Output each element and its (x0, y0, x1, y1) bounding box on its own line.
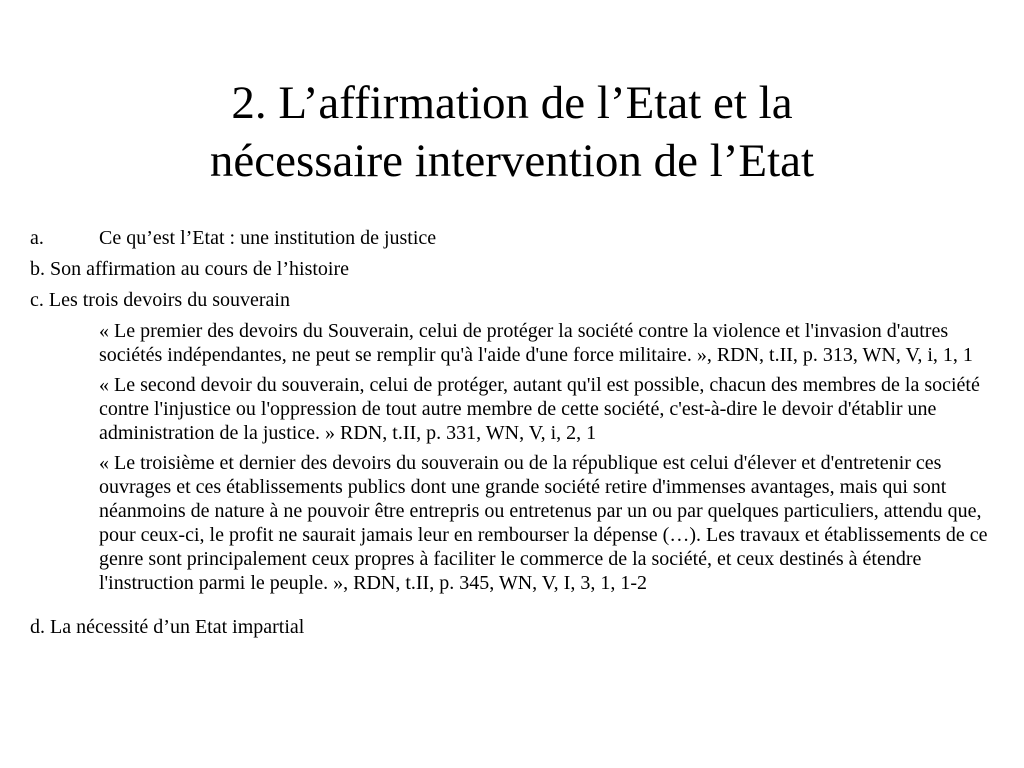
list-item-d: d. La nécessité d’un Etat impartial (30, 616, 305, 638)
list-item-a-text: Ce qu’est l’Etat : une institution de justice (99, 227, 437, 249)
slide-body (30, 226, 1005, 646)
list-item-c: c. Les trois devoirs du souverain (30, 289, 290, 311)
quote-first-duty: « Le premier des devoirs du Souverain, celui de protéger la société contre la violence et l'invasion d'autres sociétés indépendantes, ne peut se remplir qu'à l'aide d'une force militaire. », RDN, t.II, p. 313, WN, V, i, 1, 1 (99, 320, 973, 366)
list-item-a (30, 226, 1005, 250)
quote-second-duty: « Le second devoir du souverain, celui de protéger, autant qu'il est possible, chacun des membres de la société contre l'injustice ou l'oppression de tout autre membre de cette société, c'est-à-dire le devoir d'établir une administration de la justice. » RDN, t.II, p. 331, WN, V, i, 2, 1 (99, 374, 980, 444)
slide-title-line-1: 2. L’affirmation de l’Etat et la (231, 77, 793, 129)
list-item-b: b. Son affirmation au cours de l’histoire (30, 258, 350, 280)
quote-third-duty: « Le troisième et dernier des devoirs du souverain ou de la république est celui d'élever et d'entretenir ces ouvrages et ces établissements publics dont une grande société retire d'immenses avantages, mais qui sont néanmoins de nature à ne pouvoir être entrepris ou entretenus par un ou par quelques particuliers, attendu que, pour ceux-ci, le profit ne saurait jamais leur en rembourser la dépense (…). Les travaux et établissements de ce genre sont principalement ceux propres à faciliter le commerce de la société, et ceux destinés à étendre l'instruction parmi le peuple. », RDN, t.II, p. 345, WN, V, I, 3, 1, 1-2 (99, 452, 988, 594)
list-marker-a: a. (30, 227, 44, 249)
slide-title-line-2: nécessaire intervention de l’Etat (209, 135, 815, 187)
slide-title (0, 74, 1024, 190)
